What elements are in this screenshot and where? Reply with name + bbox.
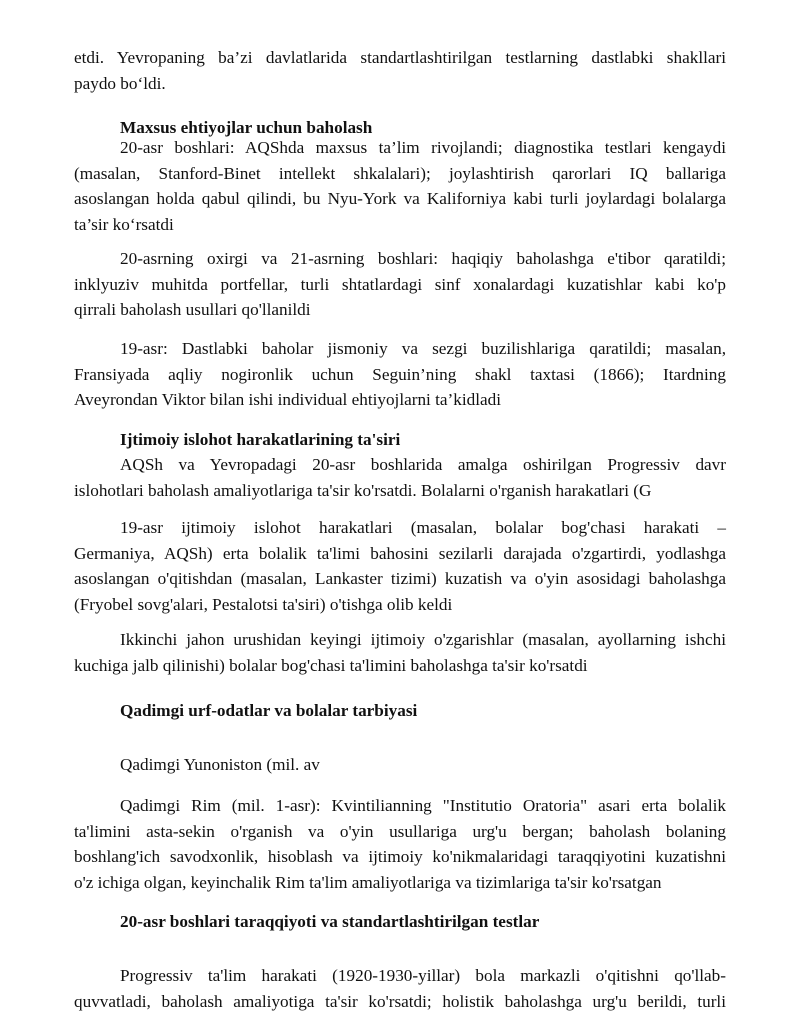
text-line: 20-asrning oxirgi va 21-asrning boshlari: haqiqiy baholashga e'tibor qaratildi; [120,249,726,268]
text-line: Qadimgi Rim (mil. 1-asr): Kvintilianning "Institutio Oratoria" asari erta bolalik [120,796,726,815]
paragraph-post-ww2 [74,627,726,678]
text-line: 19-asr ijtimoiy islohot harakatlari (masalan, bolalar bog'chasi harakati – [120,518,726,537]
text-line: asoslangan o'qitishdan (masalan, Lankaster tizimi) kuzatish va o'yin asosidagi baholashga [74,569,726,589]
text-line: kuchiga jalb qilinishi) bolalar bog'chasi ta'limini baholashga ta'sir ko'rsatdi [74,655,588,675]
paragraph-19th-century-social-reform [74,515,726,617]
section-heading-ancient-traditions: Qadimgi urf-odatlar va bolalar tarbiyasi [120,701,418,720]
paragraph-continuation [74,45,726,96]
paragraph-ancient-greece: Qadimgi Yunoniston (mil. av [120,755,320,774]
text-line: (masalan, Stanford-Binet intellekt shkalalari); joylashtirish qarorlari IQ ballariga [74,163,726,183]
text-line: o'z ichiga olgan, keyinchalik Rim ta'lim amaliyotlariga va tizimlariga ta'sir ko'rsatgan [74,872,662,892]
text-line: boshlang'ich savodxonlik, hisoblash va ijtimoiy ko'nikmalaridagi taraqqiyotini kuzatishni [74,847,726,867]
paragraph-19th-century-special-needs [74,336,726,413]
text-line: (Fryobel sovg'alari, Pestalotsi ta'siri) o'tishga olib keldi [74,594,453,614]
text-line: inklyuziv muhitda portfellar, turli shtatlardagi sinf xonalardagi kuzatishlar kabi ko'p [74,274,726,294]
section-heading-early-20th-century: 20-asr boshlari taraqqiyoti va standartlashtirilgan testlar [120,912,540,931]
paragraph-late-20th-early-21st [74,246,726,323]
paragraph-progressive-era [74,452,726,503]
section-heading-social-reform: Ijtimoiy islohot harakatlarining ta'siri [120,430,401,449]
text-line: Fransiyada aqliy nogironlik uchun Seguin’ning shakl taxtasi (1866); Itardning [74,364,726,384]
text-line: etdi. Yevropaning ba’zi davlatlarida standartlashtirilgan testlarning dastlabki shakllari [74,48,726,67]
text-line: AQSh va Yevropadagi 20-asr boshlarida amalga oshirilgan Progressiv davr [120,455,726,474]
text-line: 20-asr boshlari: AQShda maxsus ta’lim rivojlandi; diagnostika testlari kengaydi [120,138,726,157]
paragraph-special-needs-20th-century [74,135,726,237]
paragraph-progressive-education [74,963,726,1014]
text-line: paydo bo‘ldi. [74,73,166,93]
text-line: qirrali baholash usullari qo'llanildi [74,300,311,320]
text-line: ta’sir ko‘rsatdi [74,214,174,234]
text-line: quvvatladi, baholash amaliyotiga ta'sir ko'rsatdi; holistik baholashga urg'u berildi, turli [74,991,726,1011]
text-line: islohotlari baholash amaliyotlariga ta'sir ko'rsatdi. Bolalarni o'rganish harakatlari (G [74,480,652,500]
text-line: Ikkinchi jahon urushidan keyingi ijtimoiy o'zgarishlar (masalan, ayollarning ishchi [120,630,726,649]
text-line: Germaniya, AQSh) erta bolalik ta'limi bahosini sezilarli darajada o'zgartirdi, yodlashga [74,543,726,563]
text-line: 19-asr: Dastlabki baholar jismoniy va sezgi buzilishlariga qaratildi; masalan, [120,339,726,358]
paragraph-ancient-rome [74,793,726,895]
text-line: asoslangan holda qabul qilindi, bu Nyu-York va Kaliforniya kabi turli joylardagi bolalarga [74,189,726,209]
text-line: Progressiv ta'lim harakati (1920-1930-yillar) bola markazli o'qitishni qo'llab- [120,966,726,985]
section-heading-special-needs: Maxsus ehtiyojlar uchun baholash [120,118,373,137]
text-line: Aveyrondan Viktor bilan ishi individual ehtiyojlarni ta’kidladi [74,390,501,410]
text-line: ta'limini asta-sekin o'rganish va o'yin usullariga urg'u bergan; baholash bolaning [74,821,726,841]
